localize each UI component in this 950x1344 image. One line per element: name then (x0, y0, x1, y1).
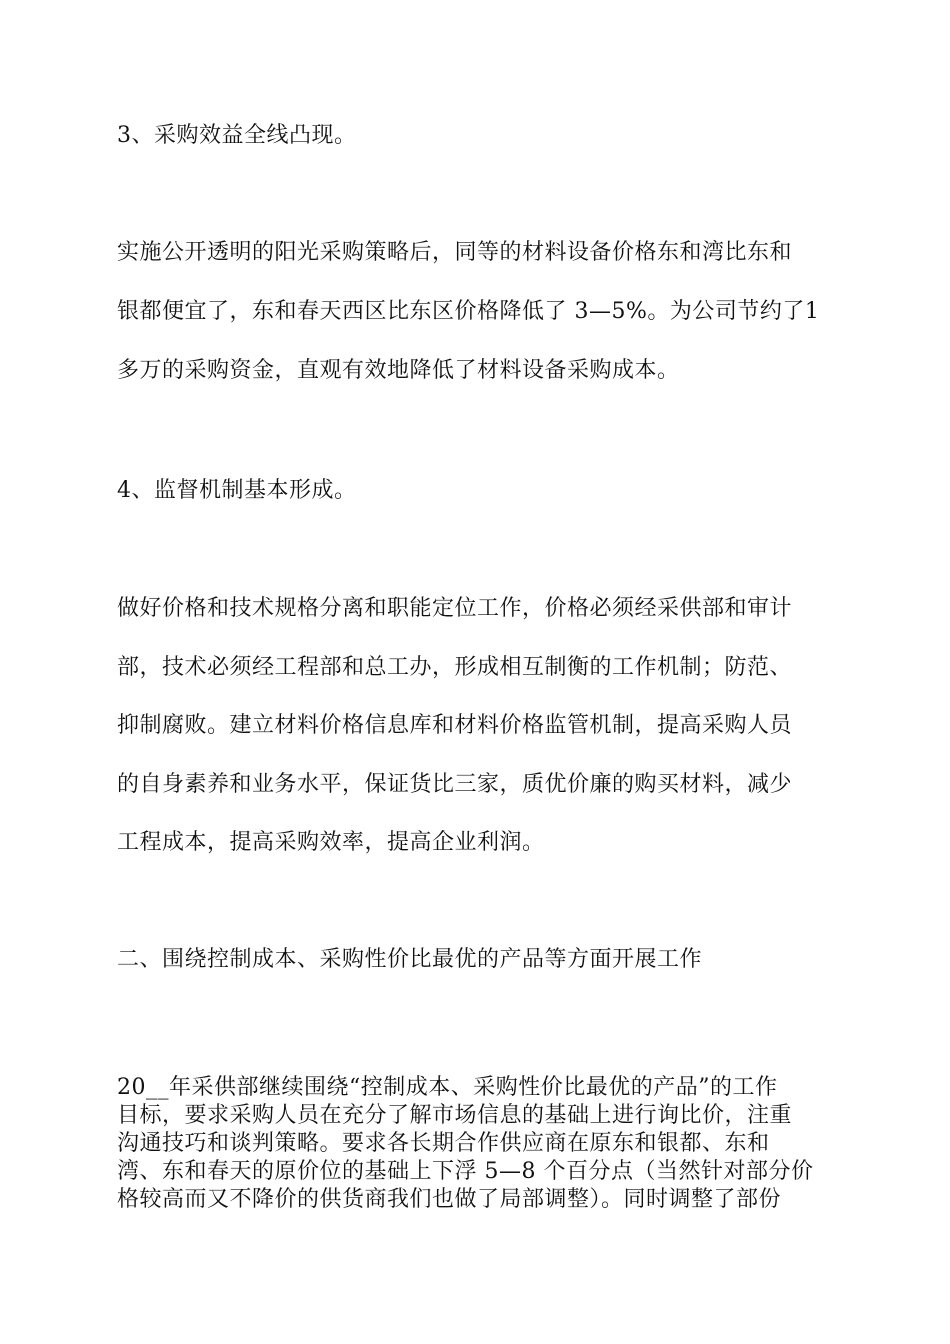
paragraph-line: 的自身素养和业务水平，保证货比三家，质优价廉的购买材料，减少 (117, 772, 793, 797)
paragraph-line: 银都便宜了，东和春天西区比东区价格降低了 3—5%。为公司节约了1 (117, 299, 820, 324)
paragraph-line: 多万的采购资金，直观有效地降低了材料设备采购成本。 (117, 358, 680, 383)
paragraph-line: 实施公开透明的阳光采购策略后，同等的材料设备价格东和湾比东和 (117, 240, 793, 265)
section-heading-2: 二、围绕控制成本、采购性价比最优的产品等方面开展工作 (117, 947, 703, 972)
paragraph-line: 工程成本，提高采购效率，提高企业利润。 (117, 830, 545, 855)
section-heading-4: 4、监督机制基本形成。 (117, 478, 357, 503)
paragraph-line: 20__年采供部继续围绕“控制成本、采购性价比最优的产品”的工作 (117, 1075, 778, 1100)
paragraph-line: 部，技术必须经工程部和总工办，形成相互制衡的工作机制；防范、 (117, 655, 793, 680)
section-heading-3: 3、采购效益全线凸现。 (117, 123, 357, 148)
paragraph-line: 湾、东和春天的原价位的基础上下浮 5—8 个百分点（当然针对部分价 (117, 1159, 814, 1184)
paragraph-line: 格较高而又不降价的供货商我们也做了局部调整）。同时调整了部份 (117, 1187, 782, 1212)
paragraph-line: 沟通技巧和谈判策略。要求各长期合作供应商在原东和银都、东和 (117, 1131, 770, 1156)
paragraph-line: 做好价格和技术规格分离和职能定位工作，价格必须经采供部和审计 (117, 596, 793, 621)
paragraph-line: 目标，要求采购人员在充分了解市场信息的基础上进行询比价，注重 (117, 1103, 793, 1128)
paragraph-line: 抑制腐败。建立材料价格信息库和材料价格监管机制，提高采购人员 (117, 713, 793, 738)
